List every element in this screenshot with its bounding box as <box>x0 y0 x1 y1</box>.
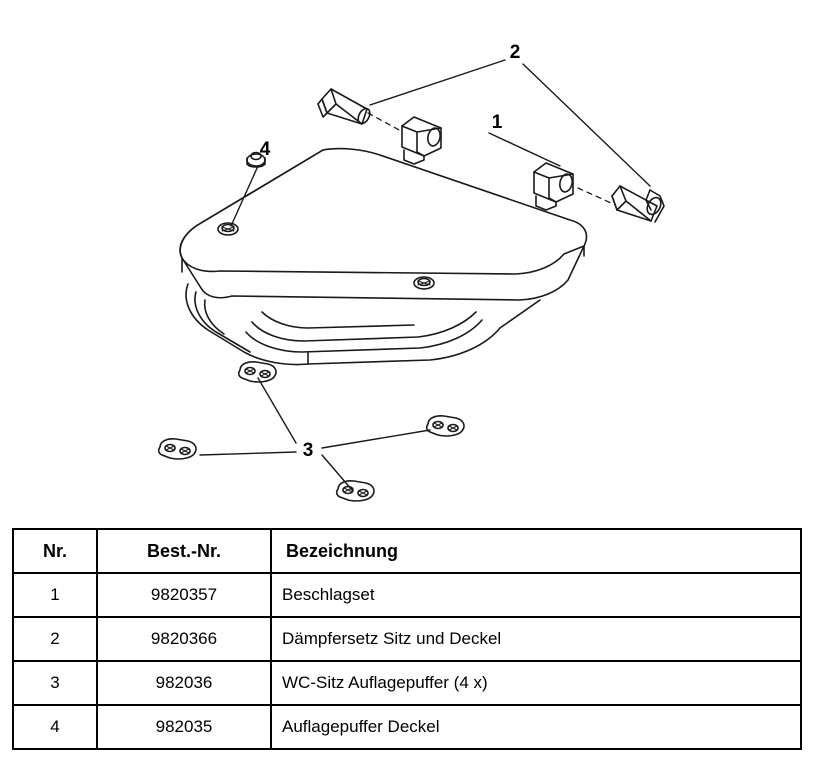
hinge-block-upper-left <box>402 117 442 164</box>
table-row <box>13 573 801 617</box>
table-row <box>13 617 801 661</box>
leader-lines <box>200 60 650 490</box>
cell-best-nr: 982036 <box>97 661 271 705</box>
lid-buffer-top-left <box>218 223 238 235</box>
dash-connector-right <box>578 188 611 203</box>
seat-buffer-b <box>159 439 196 459</box>
column-header-nr: Nr. <box>13 529 97 573</box>
toilet-seat-lid <box>180 149 586 300</box>
column-header-best-nr: Best.-Nr. <box>97 529 271 573</box>
cell-bezeichnung: Beschlagset <box>271 573 801 617</box>
cell-bezeichnung: WC-Sitz Auflagepuffer (4 x) <box>271 661 801 705</box>
hinge-block-right <box>534 163 574 210</box>
column-header-bezeichnung: Bezeichnung <box>271 529 801 573</box>
cell-best-nr: 9820357 <box>97 573 271 617</box>
damper-cylinder-right <box>612 186 664 222</box>
cell-nr: 4 <box>13 705 97 749</box>
seat-buffer-c <box>427 416 464 436</box>
table-row <box>13 661 801 705</box>
cell-best-nr: 982035 <box>97 705 271 749</box>
cell-bezeichnung: Auflagepuffer Deckel <box>271 705 801 749</box>
parts-table <box>12 528 802 750</box>
damper-cylinder-upper-left <box>318 89 372 125</box>
dash-connector-left <box>368 113 401 131</box>
seat-buffer-a <box>239 362 276 382</box>
cell-nr: 3 <box>13 661 97 705</box>
callout-number-2: 2 <box>509 42 521 63</box>
callout-number-1: 1 <box>491 112 503 133</box>
seat-buffer-d <box>337 481 374 501</box>
lid-buffer-center <box>414 277 434 289</box>
callout-number-3: 3 <box>302 440 314 461</box>
cell-best-nr: 9820366 <box>97 617 271 661</box>
table-header-row <box>13 529 801 573</box>
cell-nr: 2 <box>13 617 97 661</box>
table-row <box>13 705 801 749</box>
callout-number-4: 4 <box>259 139 271 160</box>
cell-nr: 1 <box>13 573 97 617</box>
cell-bezeichnung: Dämpfersetz Sitz und Deckel <box>271 617 801 661</box>
